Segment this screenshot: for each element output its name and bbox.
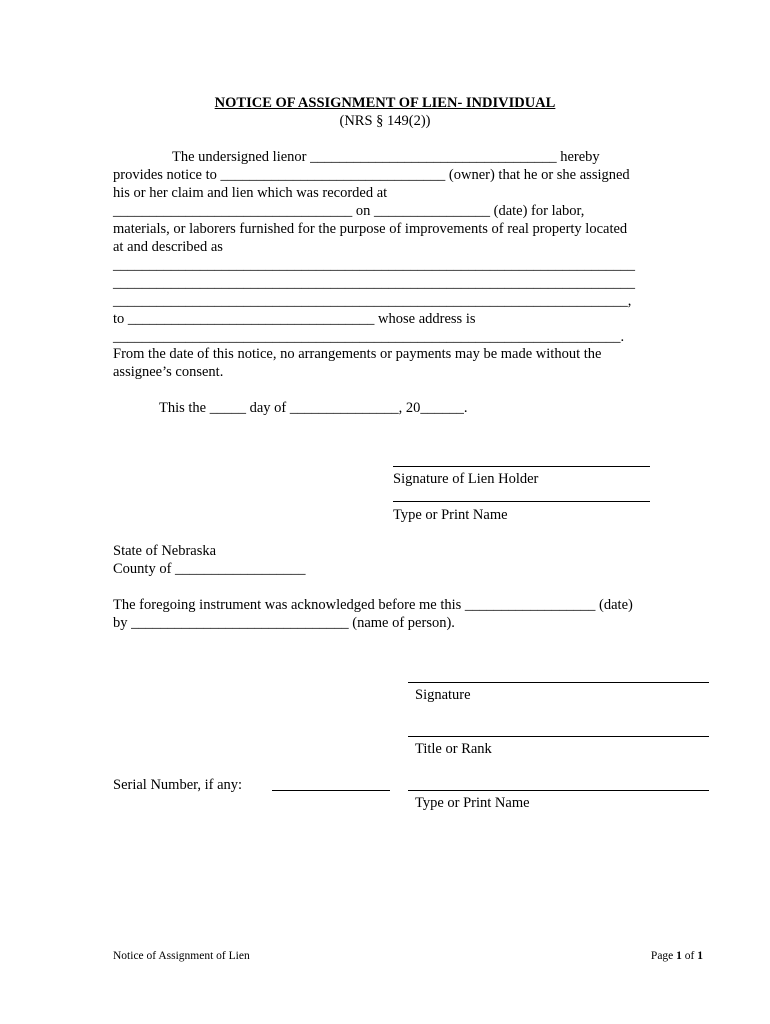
- body-line-consent-2: assignee’s consent.: [113, 364, 224, 380]
- body-line-3: his or her claim and lien which was recorded at: [113, 185, 388, 201]
- lien-holder-signature-line: [393, 466, 650, 467]
- date-line: This the _____ day of _______________, 20______.: [159, 400, 468, 416]
- document-subtitle: (NRS § 149(2)): [339, 113, 431, 129]
- assignee-line: to __________________________________ whose address is: [113, 311, 476, 327]
- page-current: 1: [676, 950, 682, 962]
- body-line-6: at and described as: [113, 239, 223, 255]
- page-total: 1: [697, 950, 703, 962]
- acknowledgment-line-1: The foregoing instrument was acknowledged before me this __________________ (date): [113, 597, 633, 613]
- lien-holder-print-name-label: Type or Print Name: [393, 507, 508, 523]
- footer-title: Notice of Assignment of Lien: [113, 950, 250, 962]
- county-line: County of __________________: [113, 561, 306, 577]
- lien-holder-signature-label: Signature of Lien Holder: [393, 471, 539, 487]
- serial-number-line: [272, 790, 390, 791]
- notary-signature-label: Signature: [415, 687, 471, 703]
- notary-print-name-line: [408, 790, 709, 791]
- property-description-line-3: _______________________________________________________________________,: [113, 293, 632, 309]
- page-of: of: [681, 950, 698, 962]
- notary-print-name-label: Type or Print Name: [415, 795, 530, 811]
- body-line-5: materials, or laborers furnished for the purpose of improvements of real property located: [113, 221, 628, 237]
- body-line-consent-1: From the date of this notice, no arrangements or payments may be made without the: [113, 346, 602, 362]
- notary-title-line: [408, 736, 709, 737]
- body-line-4: _________________________________ on ________________ (date) for labor,: [113, 203, 585, 219]
- property-description-line-1: ________________________________________________________________________: [113, 257, 635, 273]
- page-prefix: Page: [650, 950, 677, 962]
- footer-page-number: [651, 949, 703, 963]
- serial-number-label: Serial Number, if any:: [113, 777, 243, 793]
- body-line-2: provides notice to _______________________________ (owner) that he or she assigned: [113, 167, 630, 183]
- document-title: NOTICE OF ASSIGNMENT OF LIEN- INDIVIDUAL: [214, 95, 556, 111]
- assignee-address-line: ______________________________________________________________________.: [113, 329, 625, 345]
- notary-title-label: Title or Rank: [415, 741, 492, 757]
- notary-signature-line: [408, 682, 709, 683]
- property-description-line-2: ________________________________________________________________________: [113, 275, 635, 291]
- lien-holder-print-name-line: [393, 501, 650, 502]
- state-line: State of Nebraska: [113, 543, 217, 559]
- body-line-1: The undersigned lienor __________________________________ hereby: [172, 149, 600, 165]
- acknowledgment-line-2: by ______________________________ (name of person).: [113, 615, 455, 631]
